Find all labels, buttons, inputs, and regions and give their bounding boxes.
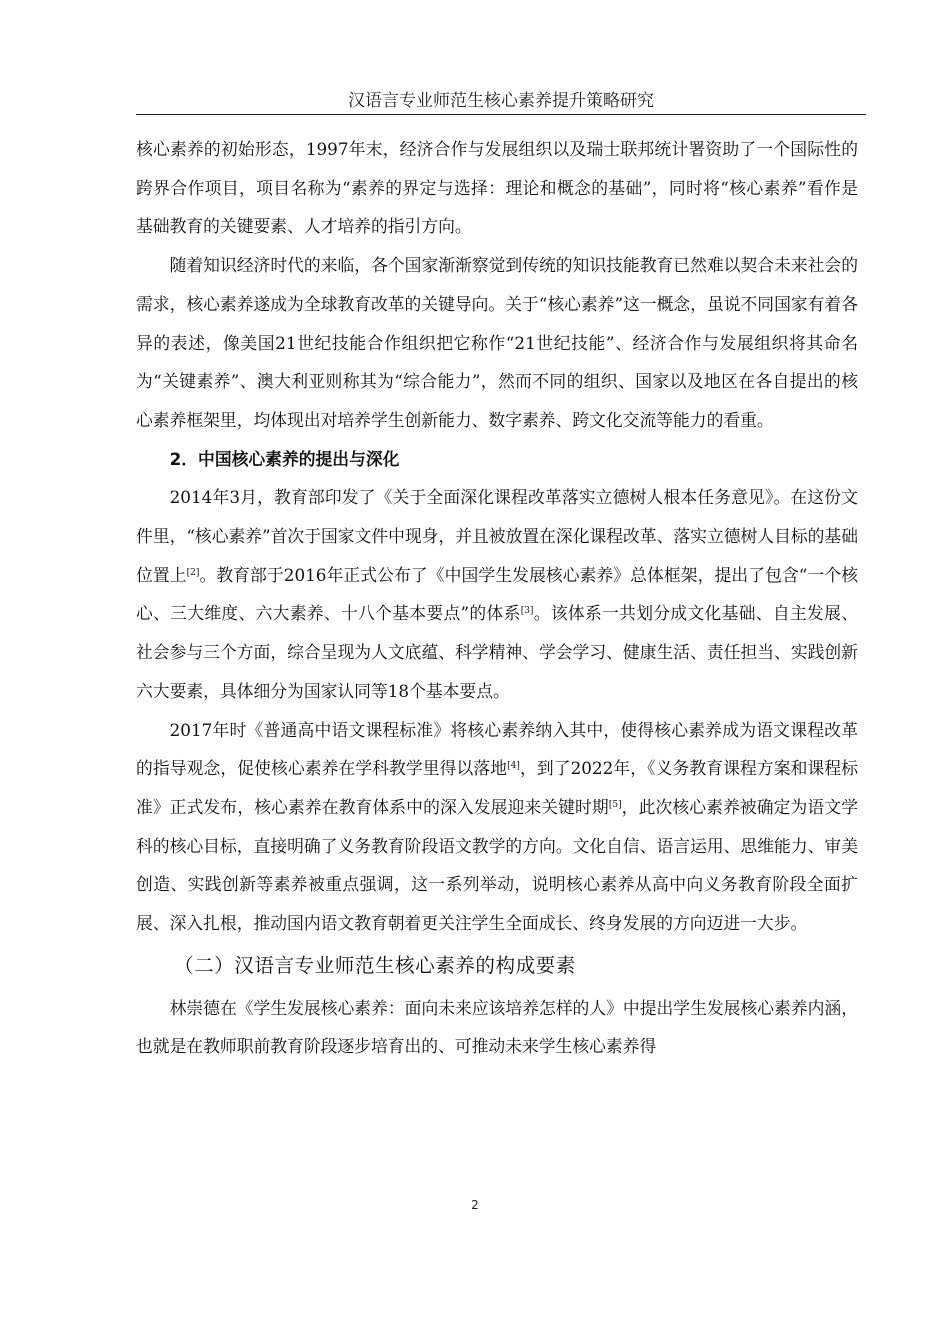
paragraph-3 [136, 478, 858, 710]
paragraph-4-text-a: 2017年时《普通高中语文课程标准》将核心素养纳入其中，使得核心素养成为语文课程改革的指导观念，促使核心素养在学科教学里得以落地 [136, 719, 858, 779]
page-body [136, 130, 858, 1066]
paragraph-4 [136, 711, 858, 943]
paragraph-5: 林崇德在《学生发展核心素养：面向未来应该培养怎样的人》中提出学生发展核心素养内涵，也就是在教师职前教育阶段逐步培育出的、可推动未来学生核心素养得 [136, 997, 858, 1057]
running-header: 汉语言专业师范生核心素养提升策略研究 [136, 88, 866, 115]
citation-4: [4] [507, 761, 520, 772]
page-number: 2 [471, 1198, 479, 1212]
paragraph-4-text-c: ，此次核心素养被确定为语文学科的核心目标，直接明确了义务教育阶段语文教学的方向。文化自信、语言运用、思维能力、审美创造、实践创新等素养被重点强调，这一系列举动，说明核心素养从高中向义务教育阶段全面扩展、深入扎根，推动国内语文教育朝着更关注学生全面成长、终身发展的方向迈进一大步。 [136, 796, 858, 934]
paragraph-1: 核心素养的初始形态，1997年末，经济合作与发展组织以及瑞士联邦统计署资助了一个国际性的跨界合作项目，项目名称为“素养的界定与选择：理论和概念的基础”，同时将“核心素养”看作是基础教育的关键要素、人才培养的指引方向。 [136, 139, 858, 237]
subheading-china-core-literacy: 2．中国核心素养的提出与深化 [169, 448, 400, 469]
paragraph-2: 随着知识经济时代的来临，各个国家渐渐察觉到传统的知识技能教育已然难以契合未来社会的需求，核心素养遂成为全球教育改革的关键导向。关于“核心素养”这一概念，虽说不同国家有着各异的表述，像美国21世纪技能合作组织把它称作“21世纪技能”、经济合作与发展组织将其命名为“关键素养”、澳大利亚则称其为“综合能力”，然而不同的组织、国家以及地区在各自提出的核心素养框架里，均体现出对培养学生创新能力、数字素养、跨文化交流等能力的看重。 [136, 255, 858, 430]
citation-3: [3] [520, 606, 534, 617]
section-heading-components: （二）汉语言专业师范生核心素养的构成要素 [174, 953, 576, 977]
paragraph-3-text-a: 2014年3月，教育部印发了《关于全面深化课程改革落实立德树人根本任务意见》。在这份文件里，“核心素养”首次于国家文件中现身，并且被放置在深化课程改革、落实立德树人目标的基础位置上 [136, 487, 858, 585]
citation-5: [5] [608, 799, 622, 810]
paragraph-4-text-b: ，到了2022年，《义务教育课程方案和课程标准》正式发布，核心素养在教育体系中的深入发展迎来关键时期 [136, 758, 858, 817]
citation-2: [2] [186, 567, 200, 578]
paragraph-3-text-b: 。教育部于2016年正式公布了《中国学生发展核心素养》总体框架，提出了包含“一个核心、三大维度、六大素养、十八个基本要点”的体系 [136, 564, 858, 624]
paragraph-3-text-c: 。该体系一共划分成文化基础、自主发展、社会参与三个方面，综合呈现为人文底蕴、科学精神、学会学习、健康生活、责任担当、实践创新六大要素，具体细分为国家认同等18个基本要点。 [136, 603, 858, 701]
